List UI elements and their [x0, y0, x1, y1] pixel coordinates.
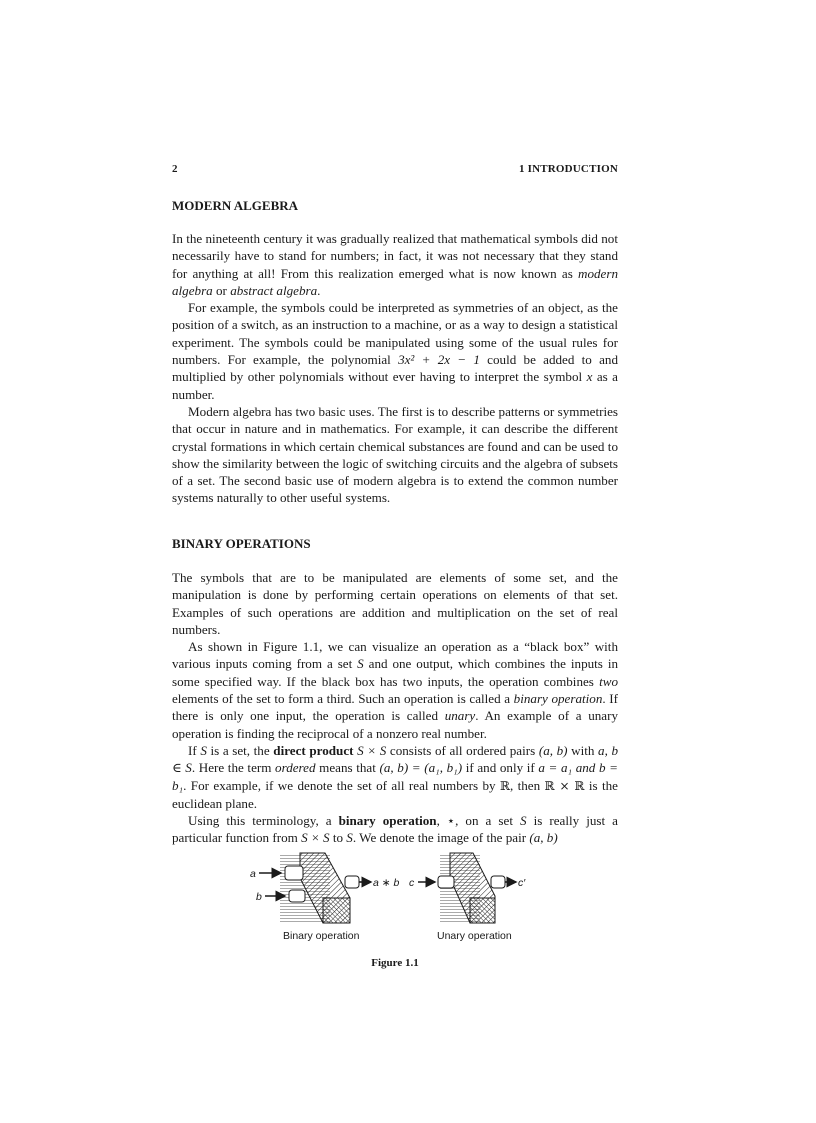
section-modern-algebra-body: [172, 230, 618, 507]
binary-output-label: a ∗ b: [373, 877, 400, 889]
binary-operation-caption: Binary operation: [283, 930, 360, 942]
binary-input-b-label: b: [256, 891, 262, 903]
paragraph: If S is a set, the direct product S × S consists of all ordered pairs (a, b) with a, b ∈ S. Here the term ordered means that (a, b) = (a₁, b₁) if and only if a = a₁ and b = b₁. For example, if we denote the set of all real numbers by ℝ, then ℝ × ℝ is the euclidean plane.: [172, 742, 619, 811]
section-heading-binary-operations: BINARY OPERATIONS: [172, 536, 311, 551]
paragraph: For example, the symbols could be interpreted as symmetries of an object, as the position of a switch, as an instruction to a machine, or as a way to design a statistical experiment. The symbols could be manipulated using some of the usual rules for numbers. For example, the polynomial 3x² + 2x − 1 could be added to and multiplied by other polynomials without ever having to interpret the symbol x as a number.: [172, 300, 618, 402]
binary-operation-box: [250, 853, 399, 942]
unary-input-label: c: [409, 877, 415, 889]
running-head: [172, 163, 618, 175]
paragraph: Using this terminology, a binary operation, ⋆, on a set S is really just a particular function from S × S to S. We denote the image of the pair (a, b): [172, 813, 618, 846]
paragraph: The symbols that are to be manipulated are elements of some set, and the manipulation is done by performing certain operations on elements of that set. Examples of such operations are addition and multiplication on the set of real numbers.: [172, 570, 618, 637]
unary-operation-caption: Unary operation: [437, 930, 512, 942]
binary-input-a-label: a: [250, 868, 256, 880]
unary-output-label: c′: [518, 877, 526, 889]
section-binary-operations-body: [172, 569, 618, 847]
section-heading-modern-algebra: MODERN ALGEBRA: [172, 198, 299, 213]
page-number: 2: [172, 163, 178, 175]
paragraph: As shown in Figure 1.1, we can visualize an operation as a “black box” with various inputs coming from a set S and one output, which combines the inputs in some specified way. If the black box has two inputs, the operation combines two elements of the set to form a third. Such an operation is called a binary operation. If there is only one input, the operation is called unary. An example of a unary operation is finding the reciprocal of a nonzero real number.: [172, 639, 619, 741]
figure-caption: Figure 1.1: [371, 957, 419, 969]
figure-black-box-operations: [245, 848, 535, 948]
unary-operation-box: [409, 853, 526, 942]
chapter-title: 1 INTRODUCTION: [518, 163, 618, 175]
paragraph: In the nineteenth century it was gradually realized that mathematical symbols did not necessarily have to stand for numbers; in fact, it was not necessary that they stand for anything at all! From this realization emerged what is now known as modern algebra or abstract algebra.: [172, 231, 618, 298]
paragraph: Modern algebra has two basic uses. The first is to describe patterns or symmetries that occur in nature and in mathematics. For example, it can describe the different crystal formations in which certain chemical substances are found and can be used to show the similarity between the logic of switching circuits and the algebra of subsets of a set. The second basic use of modern algebra is to extend the common number systems naturally to other useful systems.: [172, 403, 618, 506]
